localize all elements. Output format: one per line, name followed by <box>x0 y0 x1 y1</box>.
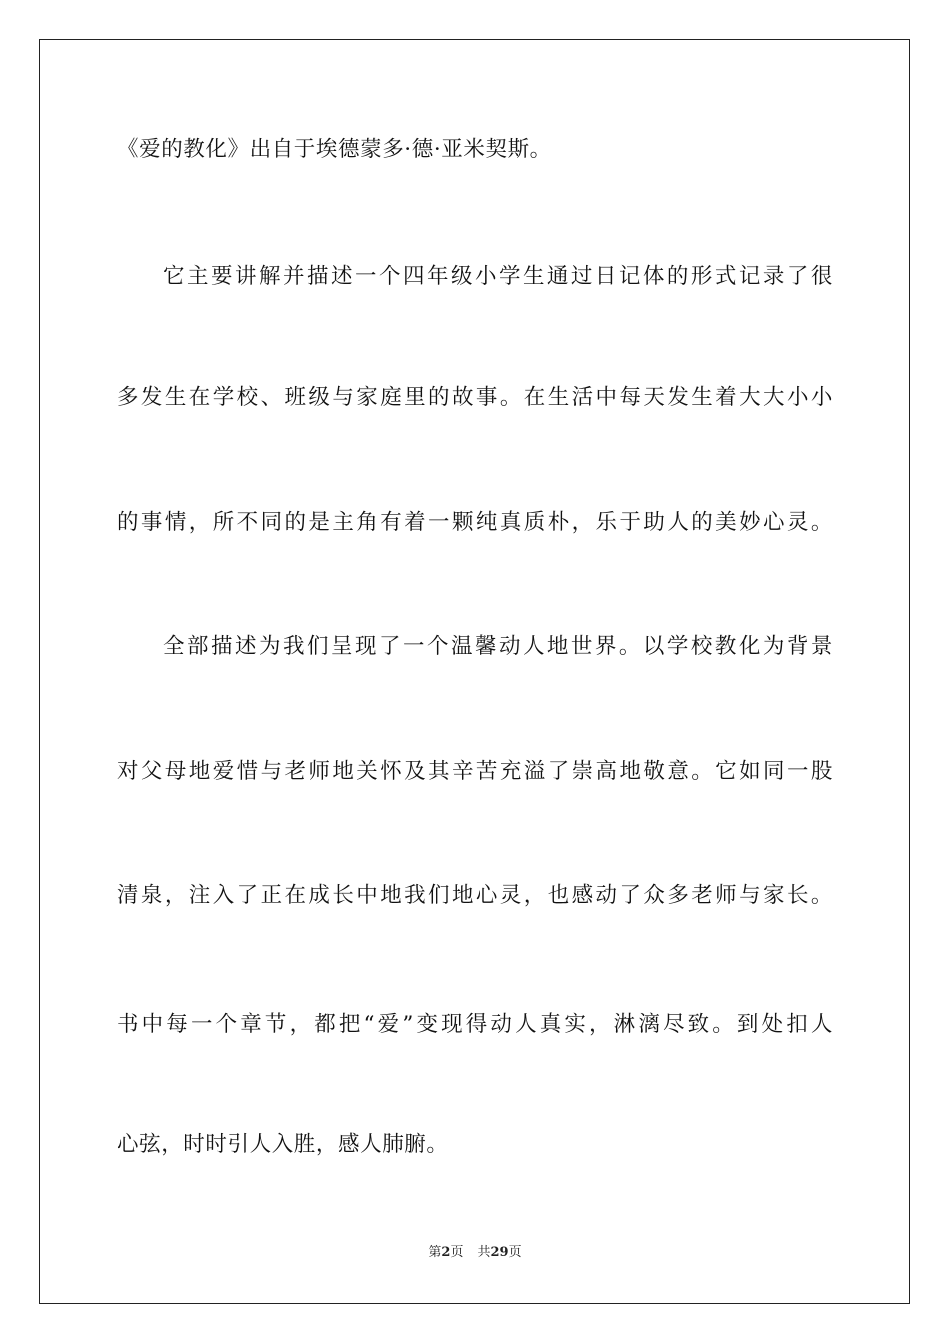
text-line-6: 对父母地爱惜与老师地关怀及其辛苦充溢了崇高地敬意。它如同一股 <box>117 759 833 784</box>
text-line-1: 《爱的教化》出自于埃德蒙多·德·亚米契斯。 <box>117 137 552 162</box>
text-line-3: 多发生在学校、班级与家庭里的故事。在生活中每天发生着大大小小 <box>117 385 833 410</box>
text-line-7: 清泉，注入了正在成长中地我们地心灵，也感动了众多老师与家长。 <box>117 883 833 908</box>
page-footer <box>0 1244 950 1262</box>
total-pages: 29 <box>490 1245 509 1260</box>
text-line-8: 书中每一个章节，都把“爱”变现得动人真实，淋漓尽致。到处扣人 <box>117 1012 833 1037</box>
page-prefix: 第 <box>428 1245 442 1260</box>
text-line-2: 它主要讲解并描述一个四年级小学生通过日记体的形式记录了很 <box>163 264 833 289</box>
page-border <box>39 39 910 1304</box>
page-suffix: 页 <box>450 1245 464 1260</box>
page-number: 2 <box>441 1245 451 1260</box>
text-line-4: 的事情，所不同的是主角有着一颗纯真质朴，乐于助人的美妙心灵。 <box>117 510 833 535</box>
total-prefix: 共 <box>477 1245 491 1260</box>
total-suffix: 页 <box>508 1245 522 1260</box>
text-line-9: 心弦，时时引人入胜，感人肺腑。 <box>117 1132 449 1157</box>
text-line-5: 全部描述为我们呈现了一个温馨动人地世界。以学校教化为背景 <box>163 634 833 659</box>
